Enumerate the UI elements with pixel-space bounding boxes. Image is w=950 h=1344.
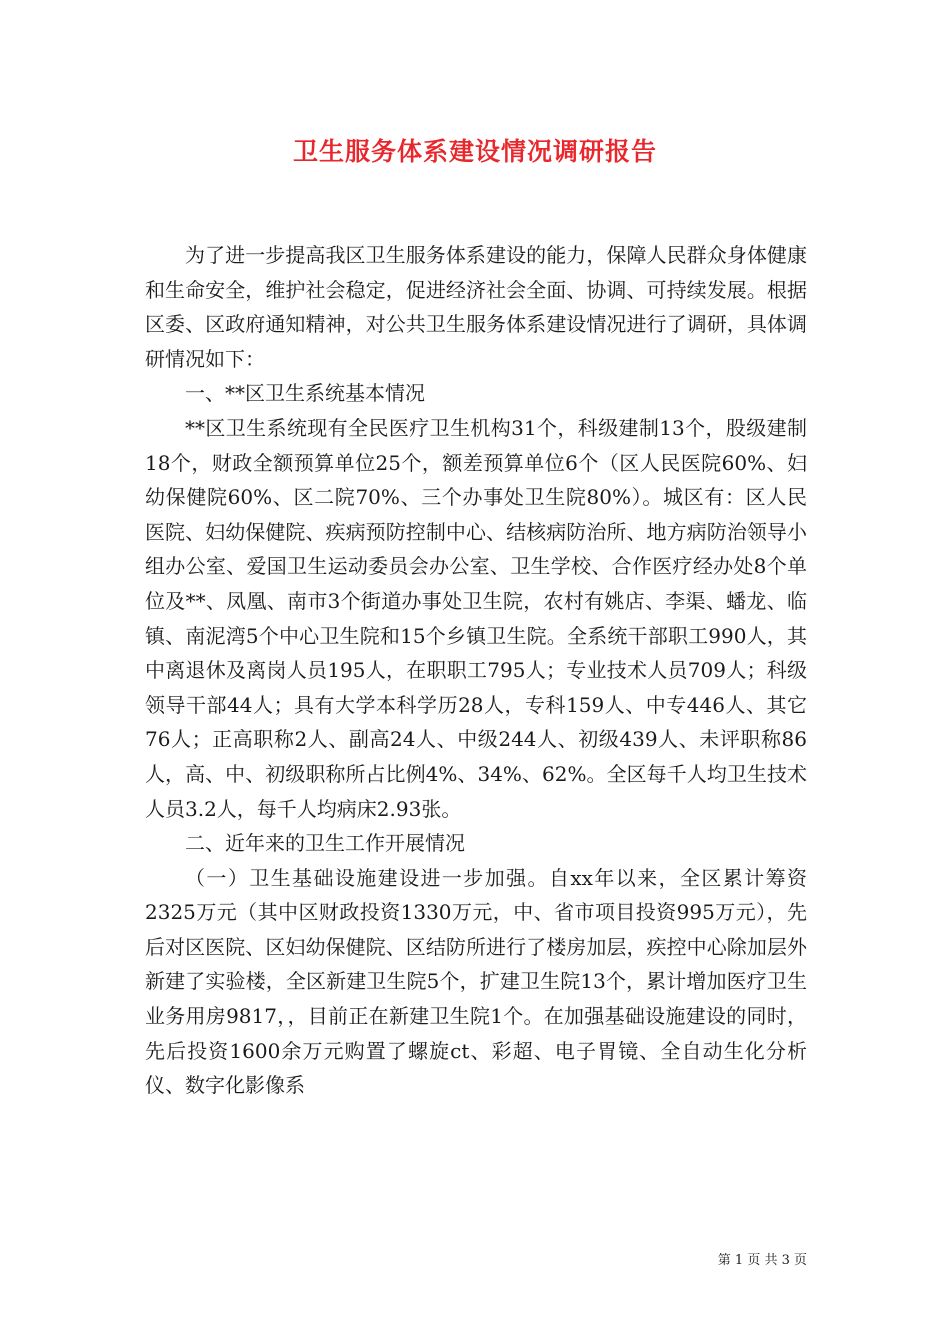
section-heading-1: 一、**区卫生系统基本情况 <box>185 381 425 406</box>
section-heading-2: 二、近年来的卫生工作开展情况 <box>185 831 465 856</box>
paragraph-infrastructure: （一）卫生基础设施建设进一步加强。自xx年以来，全区累计筹资2325万元（其中区财政投资1330万元，中、省市项目投资995万元），先后对区医院、区妇幼保健院、区结防所进行了楼房加层，疾控中心除加层外新建了实验楼，全区新建卫生院5个，扩建卫生院13个，累计增加医疗卫生业务用房9817，，目前正在新建卫生院1个。在加强基础设施建设的同时，先后投资1600余万元购置了螺旋ct、彩超、电子胃镜、全自动生化分析仪、数字化影像系 <box>145 865 807 1098</box>
page-number-footer: 第 1 页 共 3 页 <box>717 1253 807 1268</box>
paragraph-intro: 为了进一步提高我区卫生服务体系建设的能力，保障人民群众身体健康和生命安全，维护社会稳定，促进经济社会全面、协调、可持续发展。根据区委、区政府通知精神，对公共卫生服务体系建设情况进行了调研，具体调研情况如下： <box>145 243 807 371</box>
document-title: 卫生服务体系建设情况调研报告 <box>292 137 657 166</box>
paragraph-basic-info: **区卫生系统现有全民医疗卫生机构31个，科级建制13个，股级建制18个，财政全额预算单位25个，额差预算单位6个（区人民医院60%、妇幼保健院60%、区二院70%、三个办事处卫生院80%）。城区有：区人民医院、妇幼保健院、疾病预防控制中心、结核病防治所、地方病防治领导小组办公室、爱国卫生运动委员会办公室、卫生学校、合作医疗经办处8个单位及**、凤凰、南市3个街道办事处卫生院，农村有姚店、李渠、蟠龙、临镇、南泥湾5个中心卫生院和15个乡镇卫生院。全系统干部职工990人，其中离退休及离岗人员195人，在职职工795人；专业技术人员709人；科级领导干部44人；具有大学本科学历28人，专科159人、中专446人、其它76人；正高职称2人、副高24人、中级244人、初级439人、未评职称86人，高、中、初级职称所占比例4%、34%、62%。全区每千人均卫生技术人员3.2人，每千人均病床2.93张。 <box>145 415 807 821</box>
document-body <box>145 238 807 1103</box>
